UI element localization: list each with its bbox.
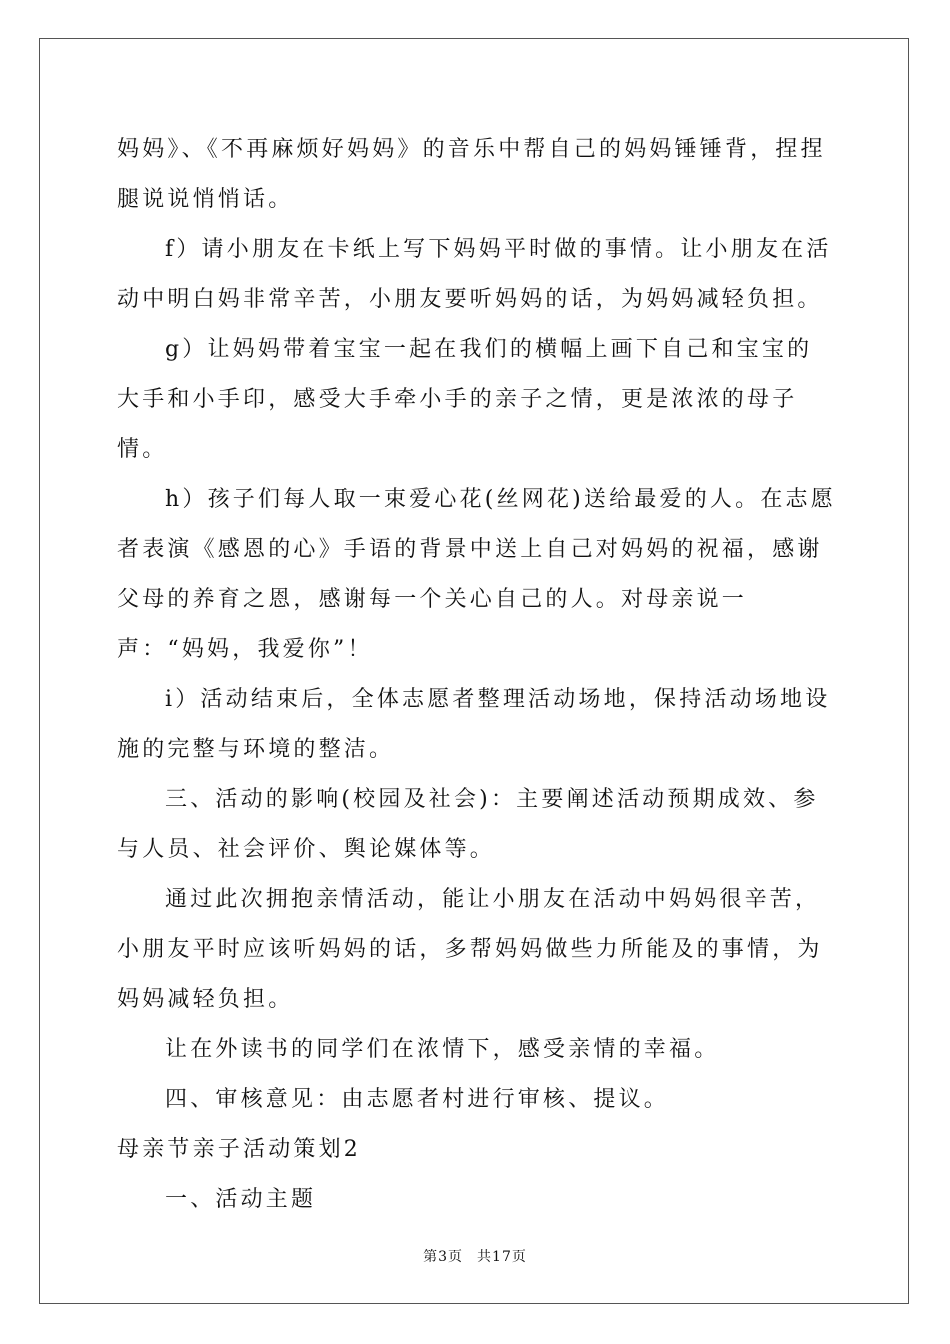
paragraph-item-i: i）活动结束后，全体志愿者整理活动场地，保持活动场地设施的完整与环境的整洁。: [117, 687, 831, 762]
paragraph-outcome: 通过此次拥抱亲情活动，能让小朋友在活动中妈妈很辛苦，小朋友平时应该听妈妈的话，多帮妈妈做些力所能及的事情，为妈妈减轻负担。: [117, 887, 823, 1012]
section-title: 母亲节亲子活动策划2: [117, 1137, 361, 1162]
page-total: 共17页: [477, 1249, 527, 1265]
paragraph-item-g: g）让妈妈带着宝宝一起在我们的横幅上画下自己和宝宝的大手和小手印，感受大手牵小手的亲子之情，更是浓浓的母子情。: [117, 337, 813, 462]
paragraph-family: 让在外读书的同学们在浓情下，感受亲情的幸福。: [165, 1037, 720, 1062]
paragraph-continuation: 妈妈》、《不再麻烦好妈妈》的音乐中帮自己的妈妈锤锤背，捏捏腿说说悄悄话。: [117, 137, 826, 212]
paragraph-item-h: h）孩子们每人取一束爱心花(丝网花)送给最爱的人。在志愿者表演《感恩的心》手语的背景中送上自己对妈妈的祝福，感谢父母的养育之恩，感谢每一个关心自己的人。对母亲说一声：“妈妈，我爱你”！: [117, 487, 836, 662]
document-body: [117, 125, 837, 1225]
paragraph-section-four: 四、审核意见：由志愿者村进行审核、提议。: [165, 1087, 670, 1112]
page-footer: [0, 1246, 950, 1266]
page-number: 第3页: [423, 1249, 464, 1265]
paragraph-item-f: f）请小朋友在卡纸上写下妈妈平时做的事情。让小朋友在活动中明白妈非常辛苦，小朋友要听妈妈的话，为妈妈减轻负担。: [117, 237, 832, 312]
paragraph-section-three: 三、活动的影响(校园及社会)：主要阐述活动预期成效、参与人员、社会评价、舆论媒体等。: [117, 787, 819, 862]
paragraph-section-one: 一、活动主题: [165, 1187, 317, 1212]
